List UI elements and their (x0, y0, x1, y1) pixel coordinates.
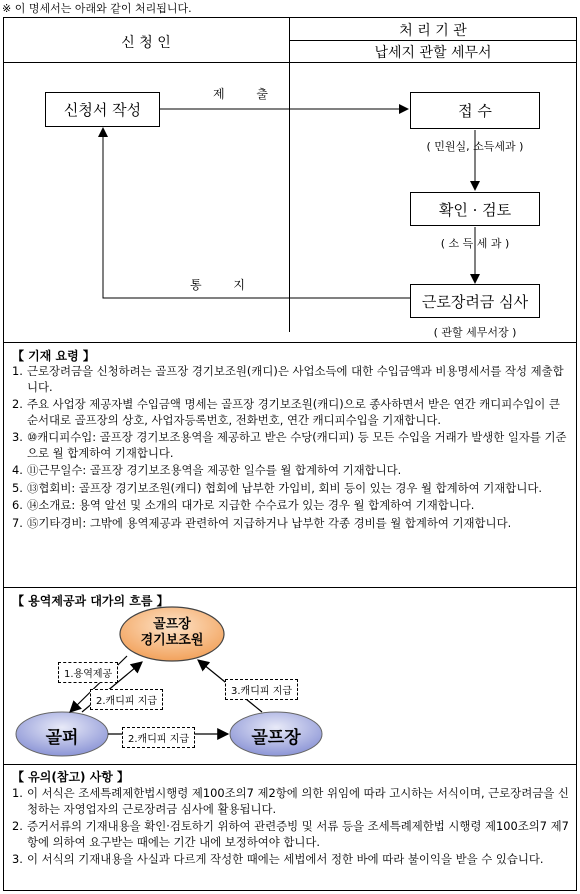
exam-caption: ( 관할 세무서장 ) (433, 326, 517, 339)
applicant-header: 신 청 인 (121, 35, 171, 51)
caddie-label: 골프장 경기보조원 (140, 617, 204, 648)
receive-caption: ( 민원실, 소득세과 ) (426, 140, 524, 153)
note-item: 3. 이 서식의 기재내용을 사실과 다르게 작성한 때에는 세법에서 정한 바에 따라 불이익을 받을 수 있습니다. (12, 852, 544, 866)
instructions-list (12, 364, 570, 533)
note-item: 1. 이 서식은 조세특례제한법시행령 제100조의7 제2항에 의한 위임에 따라 고시하는 서식이며, 근로장려금을 신청하는 자영업자의 근로장려금 심사에 활용됩니다. (12, 786, 569, 816)
instruction-item: 6. ⑭소개료: 용역 알선 및 소개의 대가로 지급한 수수료가 있는 경우 월 합계하여 기재합니다. (12, 498, 475, 512)
golfer-fee-label: 2.캐디피 지급 (90, 689, 163, 710)
submit-label: 제 출 (213, 87, 282, 101)
instruction-item: 4. ⑪근무일수: 골프장 경기보조용역을 제공한 일수를 월 합계하여 기재합니다. (12, 463, 402, 477)
tax-office-header: 납세지 관할 세무서 (374, 45, 492, 61)
notify-label: 통 지 (190, 278, 259, 292)
golfer-to-course-label: 2.캐디피 지급 (122, 727, 195, 748)
processing-agency-header: 처 리 기 관 (399, 23, 467, 39)
instruction-item: 1. 근로장려금을 신청하려는 골프장 경기보조원(캐디)은 사업소득에 대한 수입금액과 비용명세서를 작성 제출합니다. (12, 364, 564, 394)
instruction-item: 7. ⑮기타경비: 그밖에 용역제공과 관련하여 지급하거나 납부한 각종 경비를 월 합계하여 기재합니다. (12, 515, 512, 530)
course-fee-label: 3.캐디피 지급 (225, 679, 298, 700)
note-item: 2. 증거서류의 기재내용을 확인·검토하기 위하여 관련증빙 및 서류 등을 조세특례제한법 시행령 제100조의7 제7항에 의하여 요구받는 때에는 기간 내에 보정하여야 합니다. (12, 819, 569, 849)
golf-course-label: 골프장 (251, 728, 301, 748)
notify-arrow (103, 128, 410, 298)
instruction-item: 2. 주요 사업장 제공자별 수입금액 명세는 골프장 경기보조원(캐디)으로 종사하면서 받은 연간 캐디피수입이 큰 순서대로 골프장의 상호, 사업자등록번호, 전화번호, 연간 캐디피수입을 기재합니다. (12, 397, 560, 427)
review-box: 확인 · 검토 (410, 192, 540, 226)
notes-title: 【 유의(참고) 사항 】 (12, 770, 130, 784)
notes-divider (3, 764, 577, 765)
review-caption: ( 소 득 세 과 ) (440, 237, 510, 250)
golfer-label: 골퍼 (45, 728, 79, 748)
receive-box: 접 수 (410, 92, 540, 129)
instructions-divider (3, 342, 577, 343)
instructions-title: 【 기재 요령 】 (12, 349, 95, 363)
exam-box: 근로장려금 심사 (410, 284, 540, 318)
notes-list (12, 786, 570, 870)
service-label: 1.용역제공 (58, 662, 118, 683)
application-box: 신청서 작성 (45, 92, 160, 127)
instruction-item: 3. ⑩캐디피수입: 골프장 경기보조용역을 제공하고 받은 수당(캐디피) 등 모든 수입을 거래가 발생한 일자를 기준으로 월 합계하여 기재합니다. (12, 430, 567, 460)
instruction-item: 5. ⑬협회비: 골프장 경기보조원(캐디) 협회에 납부한 가입비, 회비 등이 있는 경우 월 합계하여 기재합니다. (12, 480, 542, 495)
processing-note: ※ 이 명세서는 아래와 같이 처리됩니다. (2, 2, 192, 15)
service-flow-title: 【 용역제공과 대가의 흐름 】 (12, 594, 169, 608)
service-flow-divider (3, 587, 577, 588)
